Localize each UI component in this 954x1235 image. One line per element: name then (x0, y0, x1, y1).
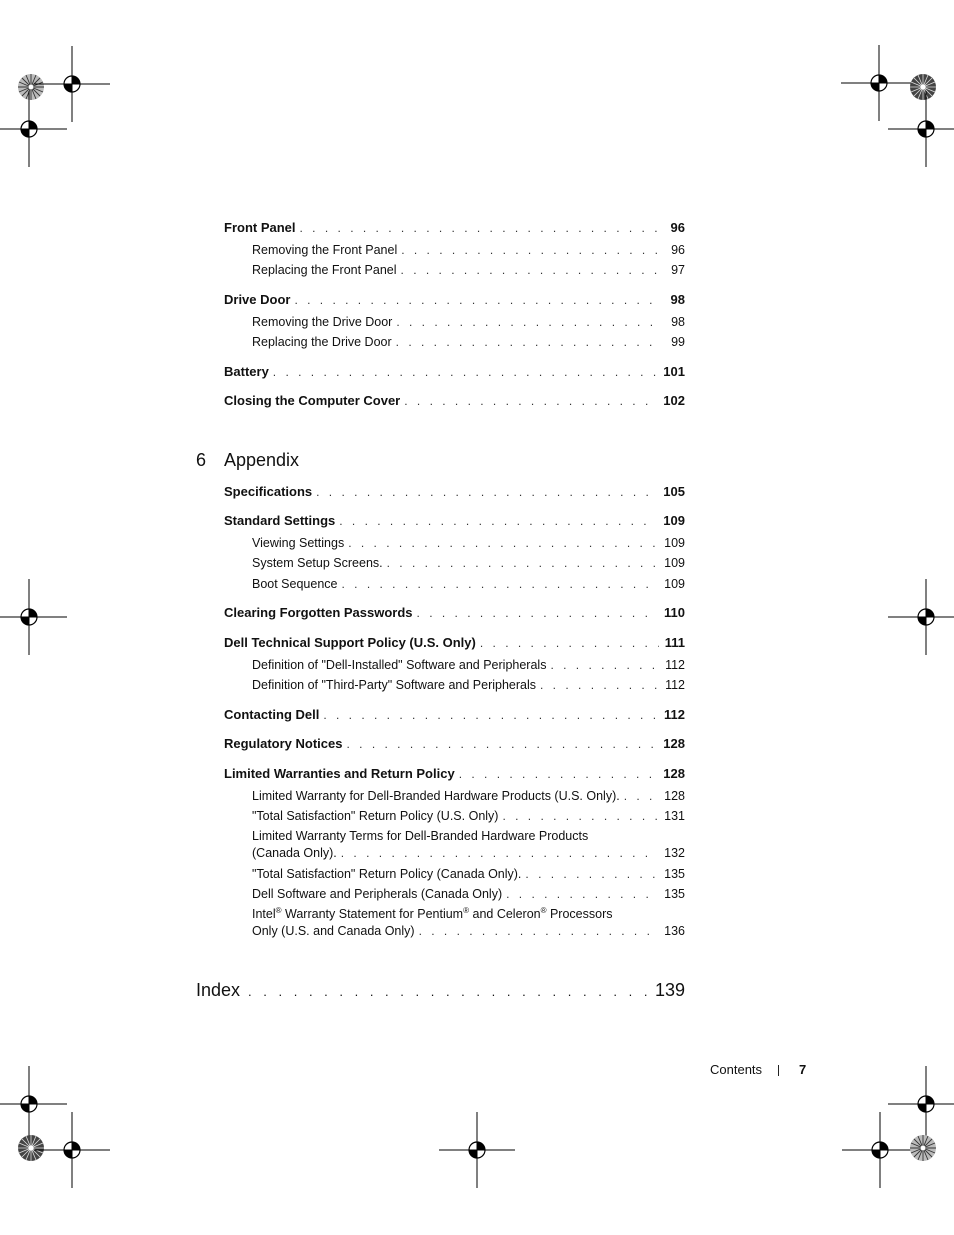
entry-title: Limited Warranty for Dell-Branded Hardware Products (U.S. Only). (252, 789, 620, 803)
entry-page: 101 (663, 364, 685, 379)
entry-title: Replacing the Drive Door (252, 335, 392, 349)
toc-subentry[interactable] (252, 676, 685, 694)
entry-title: "Total Satisfaction" Return Policy (U.S. Only) (252, 809, 499, 823)
dot-leader (396, 333, 661, 351)
toc-subentry[interactable] (252, 787, 685, 805)
entry-page: 135 (664, 887, 685, 901)
dot-leader (348, 534, 658, 552)
entry-title: Contacting Dell (224, 707, 320, 722)
index-entry[interactable] (196, 977, 685, 1003)
registration-star-icon (18, 74, 44, 100)
entry-page: 112 (665, 678, 685, 692)
entry-title: Clearing Forgotten Passwords (224, 605, 413, 620)
entry-page: 96 (670, 220, 685, 235)
toc-subentry-first-line[interactable] (252, 905, 685, 923)
entry-page: 131 (664, 809, 685, 823)
entry-page: 111 (664, 635, 685, 650)
entry-page: 112 (665, 658, 685, 672)
dot-leader (540, 676, 659, 694)
entry-page: 99 (671, 335, 685, 349)
entry-page: 109 (664, 536, 685, 550)
toc-entry[interactable] (224, 219, 685, 237)
dot-leader (346, 735, 657, 753)
entry-title: Dell Technical Support Policy (U.S. Only) (224, 635, 476, 650)
dot-leader (480, 634, 659, 652)
entry-title: Dell Software and Peripherals (Canada Only) (252, 887, 503, 901)
entry-page: 97 (671, 263, 685, 277)
entry-page: 128 (664, 789, 685, 803)
entry-title: Limited Warranties and Return Policy (224, 766, 455, 781)
entry-title: Removing the Front Panel (252, 243, 398, 257)
entry-page: 132 (664, 846, 685, 860)
chapter-number: 6 (196, 450, 207, 470)
toc-subentry[interactable] (252, 575, 685, 593)
registration-star-icon (18, 1135, 44, 1161)
dot-leader (417, 604, 658, 622)
registration-cross-icon (888, 1066, 954, 1142)
entry-title: Specifications (224, 484, 313, 499)
entry-title: Drive Door (224, 292, 291, 307)
dot-leader (419, 922, 659, 940)
text-part: Warranty Statement for Pentium (281, 907, 464, 921)
dot-leader (323, 706, 658, 724)
dot-leader (294, 291, 661, 309)
entry-title: Boot Sequence (252, 577, 338, 591)
registration-cross-icon (0, 1066, 67, 1142)
entry-page: 102 (663, 393, 685, 408)
footer-divider (778, 1065, 779, 1076)
toc-subentry[interactable] (252, 807, 685, 825)
entry-page: 105 (663, 484, 685, 499)
registration-cross-icon (34, 1112, 110, 1188)
toc-subentry[interactable] (252, 261, 685, 279)
registration-cross-icon (439, 1112, 515, 1188)
chapter-title: Appendix (224, 450, 300, 470)
dot-leader (506, 885, 658, 903)
toc-subentry[interactable] (252, 885, 685, 903)
dot-leader (525, 865, 658, 883)
entry-page: 128 (663, 766, 685, 781)
toc-subentry[interactable] (252, 844, 685, 862)
dot-leader (300, 219, 661, 237)
entry-title: Front Panel (224, 220, 296, 235)
registration-cross-icon (841, 45, 917, 121)
text-part: Processors (546, 907, 613, 921)
page-number: 7 (799, 1062, 807, 1077)
toc-entry[interactable] (224, 634, 685, 652)
toc-entry[interactable] (224, 706, 685, 724)
dot-leader (273, 363, 658, 381)
registered-mark: ® (275, 905, 282, 915)
dot-leader (550, 656, 659, 674)
entry-title: System Setup Screens. (252, 556, 383, 570)
entry-page: 96 (671, 243, 685, 257)
toc-entry[interactable] (224, 363, 685, 381)
dot-leader (396, 313, 661, 331)
toc-entry[interactable] (224, 765, 685, 783)
entry-title: (Canada Only). (252, 846, 337, 860)
registration-cross-icon (888, 91, 954, 167)
toc-entry[interactable] (224, 735, 685, 753)
registered-mark: ® (463, 905, 470, 915)
entry-page: 98 (670, 292, 685, 307)
entry-title: "Total Satisfaction" Return Policy (Canada Only). (252, 867, 522, 881)
dot-leader (624, 787, 658, 805)
toc-subentry[interactable] (252, 313, 685, 331)
entry-title: Battery (224, 364, 269, 379)
toc-entry[interactable] (224, 512, 685, 530)
toc-subentry[interactable] (252, 865, 685, 883)
text-part: Intel (252, 907, 276, 921)
toc-subentry[interactable] (252, 656, 685, 674)
entry-page: 135 (664, 867, 685, 881)
registration-cross-icon (0, 579, 67, 655)
toc-subentry[interactable] (252, 922, 685, 940)
page-footer (690, 1060, 820, 1080)
toc-subentry[interactable] (252, 534, 685, 552)
entry-page: 109 (664, 556, 685, 570)
toc-entry[interactable] (224, 483, 685, 501)
dot-leader (459, 765, 658, 783)
dot-leader (248, 979, 647, 1005)
registration-star-icon (910, 1135, 936, 1161)
entry-page: 136 (664, 924, 685, 938)
entry-page: 109 (664, 577, 685, 591)
dot-leader (339, 512, 657, 530)
dot-leader (387, 554, 659, 572)
entry-page: 110 (664, 605, 685, 620)
dot-leader (404, 392, 657, 410)
toc-subentry[interactable] (252, 333, 685, 351)
dot-leader (341, 844, 658, 862)
entry-title: Definition of "Third-Party" Software and Peripherals (252, 678, 537, 692)
entry-title: Only (U.S. and Canada Only) (252, 924, 415, 938)
registration-cross-icon (888, 579, 954, 655)
chapter-heading[interactable] (196, 448, 299, 472)
entry-title: Definition of "Dell-Installed" Software and Peripherals (252, 658, 547, 672)
entry-title: Standard Settings (224, 513, 336, 528)
toc-entry[interactable] (224, 604, 685, 622)
dot-leader (401, 241, 661, 259)
registration-cross-icon (0, 91, 67, 167)
toc-subentry[interactable] (252, 554, 685, 572)
registration-cross-icon (34, 46, 110, 122)
entry-page: 98 (671, 315, 685, 329)
entry-title: Replacing the Front Panel (252, 263, 397, 277)
footer-label: Contents (710, 1062, 763, 1077)
entry-page: 112 (664, 707, 685, 722)
index-label: Index (196, 980, 241, 1000)
text-part: and Celeron (469, 907, 541, 921)
toc-entry[interactable] (224, 291, 685, 309)
registration-star-icon (910, 74, 936, 100)
index-page: 139 (654, 980, 685, 1000)
dot-leader (342, 575, 659, 593)
entry-page: 109 (663, 513, 685, 528)
dot-leader (502, 807, 658, 825)
dot-leader (401, 261, 661, 279)
entry-title: Removing the Drive Door (252, 315, 393, 329)
toc-entry[interactable] (224, 392, 685, 410)
entry-title: Regulatory Notices (224, 736, 343, 751)
entry-title: Viewing Settings (252, 536, 345, 550)
registration-cross-icon (842, 1112, 918, 1188)
registered-mark: ® (540, 905, 547, 915)
toc-subentry[interactable] (252, 241, 685, 259)
toc-subentry-first-line[interactable]: Limited Warranty Terms for Dell-Branded Hardware Products (252, 829, 589, 843)
entry-title: Closing the Computer Cover (224, 393, 401, 408)
dot-leader (316, 483, 657, 501)
entry-page: 128 (663, 736, 685, 751)
